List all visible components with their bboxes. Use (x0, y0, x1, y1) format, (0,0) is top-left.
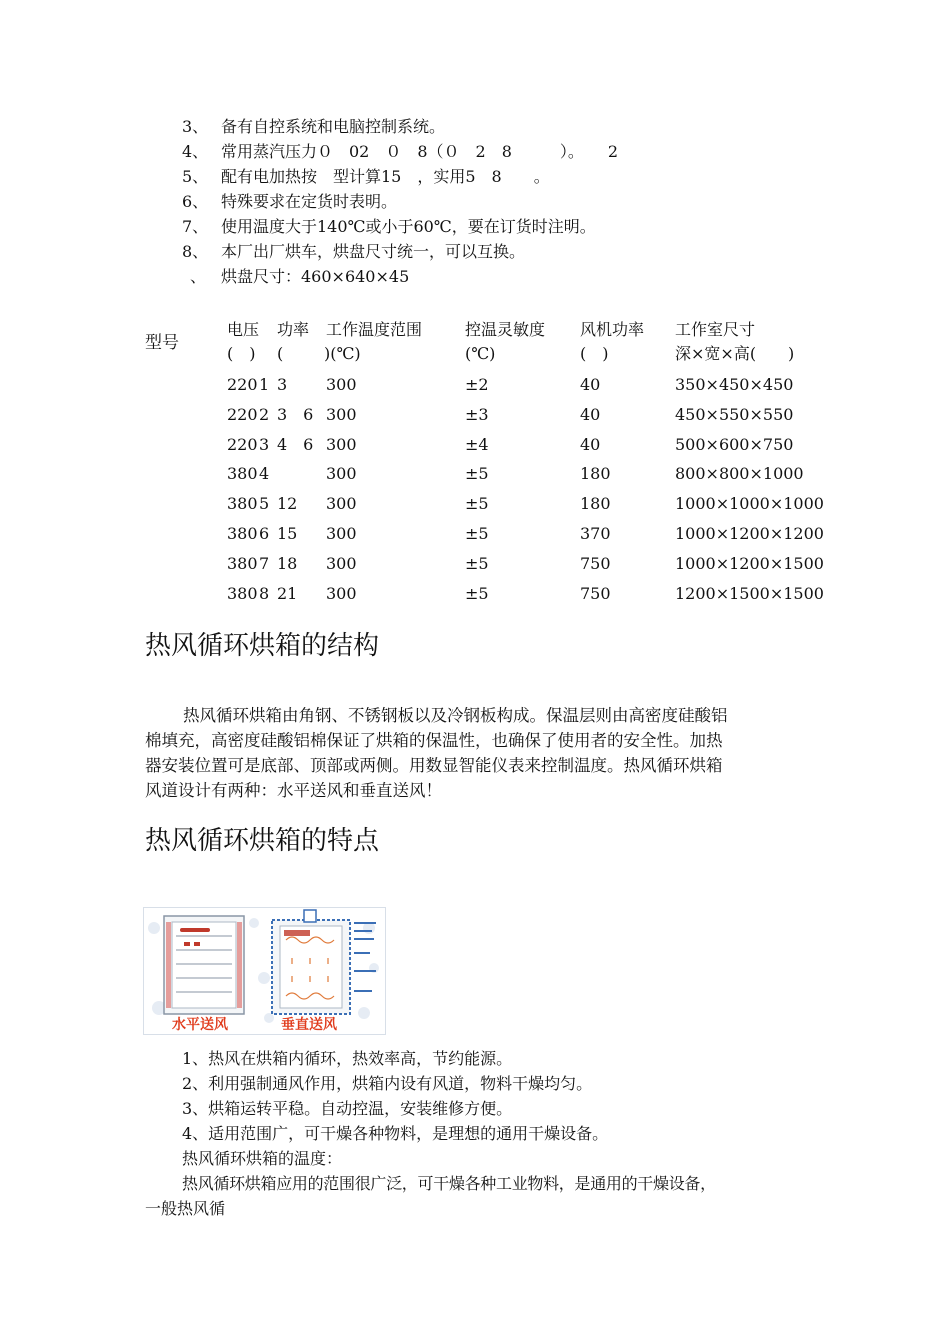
cell-size: 450×550×550 (675, 405, 794, 424)
cell-voltage: 380 (227, 584, 258, 603)
cell-model: 2 (259, 405, 270, 424)
cell-power: 4 6 (277, 435, 314, 454)
list-item: 热风循环烘箱的温度： (182, 1149, 343, 1168)
paragraph-line: 棉填充，高密度硅酸铝棉保证了烘箱的保温性，也确保了使用者的安全性。加热 (145, 731, 723, 750)
list-item: 2、利用强制通风作用，烘箱内设有风道，物料干燥均匀。 (182, 1074, 593, 1093)
list-item: 1、热风在烘箱内循环，热效率高，节约能源。 (182, 1049, 513, 1068)
paragraph-line: 器安装位置可是底部、顶部或两侧。用数显智能仪表来控制温度。热风循环烘箱 (145, 756, 723, 775)
cell-sensitivity: ±5 (465, 464, 489, 483)
cell-model: 7 (259, 554, 270, 573)
cell-voltage: 220 (227, 435, 258, 454)
spec-item-number: 5、 (182, 167, 209, 186)
cell-sensitivity: ±5 (465, 554, 489, 573)
spec-item-number: 4、 (182, 142, 209, 161)
cell-fan: 370 (580, 524, 611, 543)
cell-voltage: 380 (227, 554, 258, 573)
cell-temp: 300 (326, 405, 357, 424)
list-item: 3、烘箱运转平稳。自动控温，安装维修方便。 (182, 1099, 513, 1118)
cell-voltage: 380 (227, 524, 258, 543)
cell-fan: 40 (580, 375, 601, 394)
table-header-sensitivity-unit: (℃) (465, 344, 496, 363)
table-header-chamber-dims: 深×宽×高( ) (675, 344, 795, 363)
cell-sensitivity: ±2 (465, 375, 489, 394)
cell-voltage: 380 (227, 464, 258, 483)
table-header-sensitivity: 控温灵敏度 (465, 320, 546, 339)
cell-size: 800×800×1000 (675, 464, 804, 483)
cell-power: 12 (277, 494, 298, 513)
spec-item-text: 备有自控系统和电脑控制系统。 (221, 117, 446, 136)
cell-sensitivity: ±5 (465, 584, 489, 603)
spec-item-text: 常用蒸汽压力０ 02 ０ 8（０ 2 8 ）。 2 (221, 142, 619, 161)
table-header-voltage-unit: ( ) (227, 344, 256, 363)
cell-size: 350×450×450 (675, 375, 794, 394)
cell-fan: 750 (580, 584, 611, 603)
spec-item-number: 、 (190, 267, 207, 286)
cell-power: 21 (277, 584, 298, 603)
table-header-power-unit: ( (277, 344, 284, 363)
table-header-power: 功率 (277, 320, 310, 339)
figure-caption-horizontal: 水平送风 (172, 1017, 228, 1033)
section-title-features: 热风循环烘箱的特点 (145, 826, 380, 856)
table-header-model: 型号 (145, 333, 179, 353)
cell-temp: 300 (326, 464, 357, 483)
cell-power: 3 6 (277, 405, 314, 424)
spec-item-text: 本厂出厂烘车，烘盘尺寸统一，可以互换。 (221, 242, 526, 261)
cell-size: 500×600×750 (675, 435, 794, 454)
cell-voltage: 220 (227, 375, 258, 394)
cell-model: 4 (259, 464, 270, 483)
spec-item-text: 烘盘尺寸：460×640×45 (221, 267, 410, 286)
cell-temp: 300 (326, 494, 357, 513)
cell-temp: 300 (326, 375, 357, 394)
closing-line: 一般热风循 (145, 1199, 226, 1218)
cell-temp: 300 (326, 584, 357, 603)
cell-power: 3 (277, 375, 288, 394)
figure-caption-vertical: 垂直送风 (281, 1017, 337, 1033)
spec-item-number: 3、 (182, 117, 209, 136)
cell-temp: 300 (326, 435, 357, 454)
cell-size: 1000×1000×1000 (675, 494, 824, 513)
paragraph-line: 热风循环烘箱由角钢、不锈钢板以及冷钢板构成。保温层则由高密度硅酸铝 (183, 706, 728, 725)
spec-item-number: 8、 (182, 242, 209, 261)
cell-size: 1000×1200×1200 (675, 524, 824, 543)
cell-sensitivity: ±4 (465, 435, 489, 454)
spec-item-number: 6、 (182, 192, 209, 211)
cell-model: 8 (259, 584, 270, 603)
table-header-temp-unit: )(℃) (324, 344, 361, 363)
table-header-fan-unit: ( ) (580, 344, 609, 363)
cell-voltage: 380 (227, 494, 258, 513)
list-item: 4、适用范围广，可干燥各种物料，是理想的通用干燥设备。 (182, 1124, 609, 1143)
cell-temp: 300 (326, 524, 357, 543)
spec-item-text: 使用温度大于140℃或小于60℃，要在订货时注明。 (221, 217, 596, 236)
airflow-diagram-figure (143, 907, 386, 1035)
table-header-voltage: 电压 (227, 320, 260, 339)
spec-item-number: 7、 (182, 217, 209, 236)
cell-sensitivity: ±5 (465, 524, 489, 543)
table-header-fan-power: 风机功率 (580, 320, 645, 339)
cell-model: 1 (259, 375, 270, 394)
spec-item-text: 特殊要求在定货时表明。 (221, 192, 398, 211)
cell-fan: 180 (580, 464, 611, 483)
cell-fan: 180 (580, 494, 611, 513)
cell-model: 3 (259, 435, 270, 454)
cell-temp: 300 (326, 554, 357, 573)
cell-sensitivity: ±3 (465, 405, 489, 424)
spec-item-text: 配有电加热按 型计算15 ，实用5 8 。 (221, 167, 550, 186)
cell-fan: 40 (580, 405, 601, 424)
cell-model: 5 (259, 494, 270, 513)
cell-fan: 40 (580, 435, 601, 454)
cell-power: 18 (277, 554, 298, 573)
section-title-structure: 热风循环烘箱的结构 (145, 631, 380, 661)
table-header-temp-range: 工作温度范围 (326, 320, 423, 339)
cell-model: 6 (259, 524, 270, 543)
closing-line: 热风循环烘箱应用的范围很广泛，可干燥各种工业物料，是通用的干燥设备， (182, 1174, 716, 1193)
cell-voltage: 220 (227, 405, 258, 424)
cell-fan: 750 (580, 554, 611, 573)
paragraph-line: 风道设计有两种：水平送风和垂直送风！ (145, 781, 442, 800)
cell-power: 15 (277, 524, 298, 543)
table-header-chamber-size: 工作室尺寸 (675, 320, 756, 339)
cell-size: 1000×1200×1500 (675, 554, 824, 573)
cell-size: 1200×1500×1500 (675, 584, 824, 603)
cell-sensitivity: ±5 (465, 494, 489, 513)
